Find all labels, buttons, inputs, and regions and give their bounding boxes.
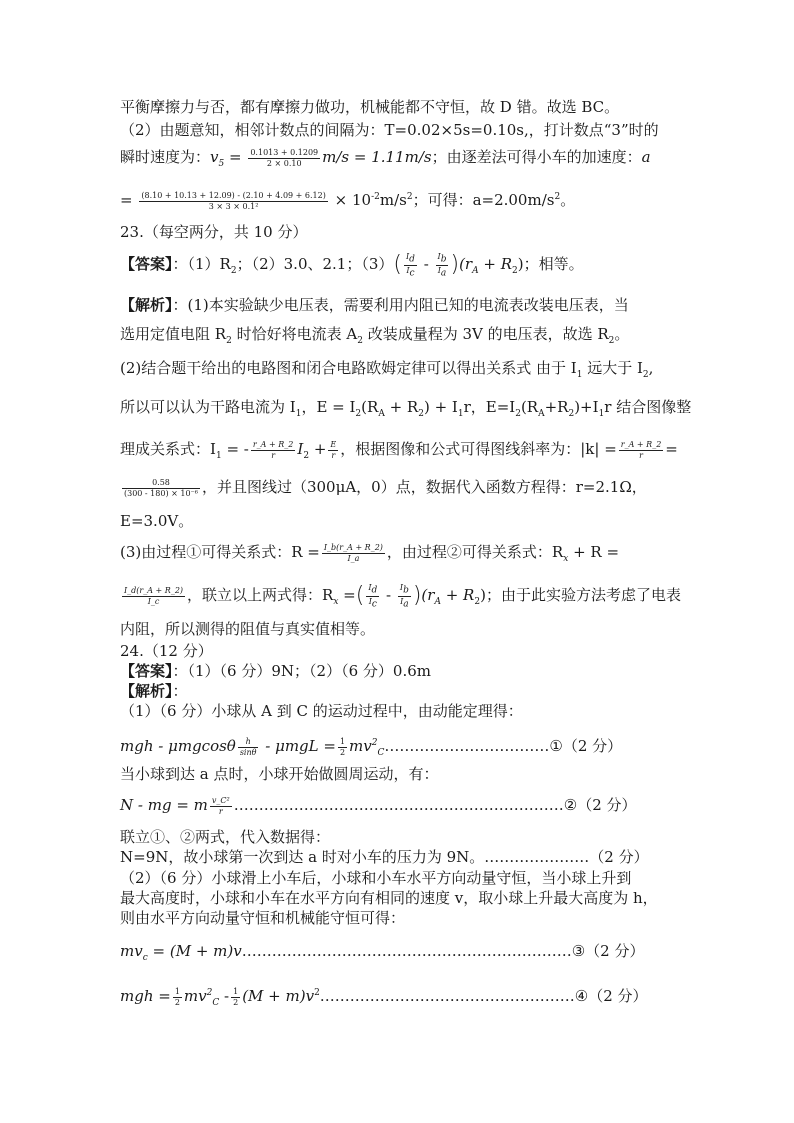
fraction: $\frac{I_b}{I_a}$ <box>437 252 447 279</box>
section-heading: 24.（12 分） <box>120 642 213 660</box>
text-line: N=9N，故小球第一次到达 a 时对小车的压力为 9N。…………………（2 分） <box>120 848 649 866</box>
text-line: E=3.0V。 <box>120 512 194 530</box>
equation-1: mgh - μmgcosθ $\frac{h}{\sin\theta}$ - μmgL = $\frac{1}{2}$ $mv^2_C\dots\dots\dots\dots\dots\dots\dots\dots\dots\dots\dots ①(2$ 分） <box>120 736 623 758</box>
fraction: $\frac{r\_A + R\_2}{r}$ <box>252 439 294 460</box>
fraction: $\frac{1}{2}$ <box>174 986 180 1007</box>
fraction: $\frac{h}{\sin\theta}$ <box>239 736 257 757</box>
text-line: 则由水平方向动量守恒和机械能守恒可得： <box>120 909 406 927</box>
text-line: $\frac{0.58}{\text{(300 - 180) × 10⁻⁶}}$ ，并且图线过（300μA，0）点，数据代入函数方程得：r=2.1Ω， <box>124 477 647 498</box>
equation-2: N - mg = m $\frac{\text{v\_C²}}{r}$ …………………………………………………………②（2 分） <box>120 795 637 816</box>
velocity-line: 瞬时速度为：$v_5$ = $\frac{0.1013 + 0.1209}{2 \times 0.10}$ m/s = 1.11m/s；由逐差法可得小车的加速度：a <box>120 147 651 169</box>
text-line: （2）由题意知，相邻计数点的间隔为：T=0.02×5s=0.10s,，打计数点“3”时的 <box>120 121 659 139</box>
fraction: $\frac{1}{2}$ <box>233 986 239 1007</box>
text-line: 联立①、②两式，代入数据得： <box>120 828 331 846</box>
acceleration-line: = $\frac{(8.10 + 10.13 + 12.09) - (2.10 + 4.09 + 6.12)}{\text{3 × 3 × 0.1²}}$ × $10^{-2}m/s^2$；可得：$a=2.00m/s^2$。 <box>120 190 576 211</box>
text-line: 平衡摩擦力与否，都有摩擦力做功，机械能都不守恒，故 D 错。故选 BC。 <box>120 98 620 116</box>
fraction: $\frac{E}{r}$ <box>330 439 337 460</box>
fraction: $\frac{I_b}{I_a}$ <box>399 583 409 610</box>
fraction: $\frac{r\_A + R\_2}{r}$ <box>620 439 662 460</box>
text-line: （1）（6 分）小球从 A 到 C 的运动过程中，由动能定理得： <box>120 702 523 720</box>
section-heading: 23.（每空两分，共 10 分） <box>120 223 308 241</box>
fraction: $\frac{0.1013 + 0.1209}{2 \times 0.10}$ <box>250 147 319 168</box>
analysis-line: 【解析】：(1)本实验缺少电压表，需要利用内阻已知的电流表改装电压表，当 <box>120 296 629 314</box>
equation-4: mgh = $\frac{1}{2}$ $mv^2_C$ - $\frac{1}{2}$ $(M + m)v^2\dots\dots\dots\dots\dots\dots\dots\dots\dots\dots\dots\dots\dots\dots\dots\dots\dots ④(2$ 分） <box>120 986 648 1008</box>
fraction: $\frac{\text{v\_C²}}{r}$ <box>211 795 230 816</box>
text-line: (3)由过程①可得关系式：R = $\frac{I\_b(r\_A + R\_2)}{I\_a}$ ，由过程②可得关系式：$R_x + R$ = <box>120 542 620 564</box>
fraction: $\frac{I\_b(r\_A + R\_2)}{I\_a}$ <box>323 542 383 563</box>
text-line: 最大高度时，小球和小车在水平方向有相同的速度 v，取小球上升最大高度为 h， <box>120 889 658 907</box>
text-line: 理成关系式：$I_1$ = - $\frac{r\_A + R\_2}{r}$ $I_2$ + $\frac{E}{r}$ ，根据图像和公式可得图线斜率为：|k| = $\frac{r\_A + R\_2}{r}$ = <box>120 439 678 461</box>
text-line: $\frac{I\_d(r\_A + R\_2)}{I\_c}$ ，联立以上两式得：$R_x$ =( $\frac{I_d}{I_c}$ - $\frac{I_b}{I_a}$ )$(r_A + R_2)$；由于此实验方法考虑了电表 <box>124 583 681 610</box>
text-line: （2）（6 分）小球滑上小车后，小球和小车水平方向动量守恒，当小球上升到 <box>120 869 632 887</box>
fraction: $\frac{(8.10 + 10.13 + 12.09) - (2.10 + 4.09 + 6.12)}{\text{3 × 3 × 0.1²}}$ <box>141 190 326 211</box>
answer-line: 【答案】：（1）（6 分）9N；（2）（6 分）0.6m <box>120 662 431 680</box>
fraction: $\frac{1}{2}$ <box>339 736 346 757</box>
text-line: 内阻，所以测得的阻值与真实值相等。 <box>120 620 376 638</box>
answer-line: 【答案】：$(1)R_2$；（2）3.0、2.1；（3）( $\frac{I_d}{I_c}$ - $\frac{I_b}{I_a}$ )$(r_A + R_2)$；相等。 <box>120 252 584 279</box>
text-line: 所以可以认为干路电流为 $I_1$，$E = I_2(R_A + R_2) + I_1r$，$E=I_2(R_A+R_2)+I_1r$ 结合图像整 <box>120 398 692 419</box>
fraction: $\frac{0.58}{\text{(300 - 180) × 10⁻⁶}}$ <box>124 477 198 498</box>
text-line: 选用定值电阻 $R_2$ 时恰好将电流表 $A_2$ 改装成量程为 3V 的电压表，故选 $R_2$。 <box>120 325 630 346</box>
text-line: 当小球到达 a 点时，小球开始做圆周运动，有： <box>120 765 439 783</box>
fraction: $\frac{I_d}{I_c}$ <box>406 252 415 279</box>
analysis-line: 【解析】： <box>120 682 188 700</box>
fraction: $\frac{I_d}{I_c}$ <box>368 583 378 610</box>
text-line: (2)结合题干给出的电路图和闭合电路欧姆定律可以得出关系式 由于 $I_1$ 远大于 $I_2$, <box>120 359 654 380</box>
fraction: $\frac{I\_d(r\_A + R\_2)}{I\_c}$ <box>124 585 184 606</box>
equation-3: $mv_c = (M$ + m)v…………………………………………………………③（2 分） <box>120 942 645 963</box>
